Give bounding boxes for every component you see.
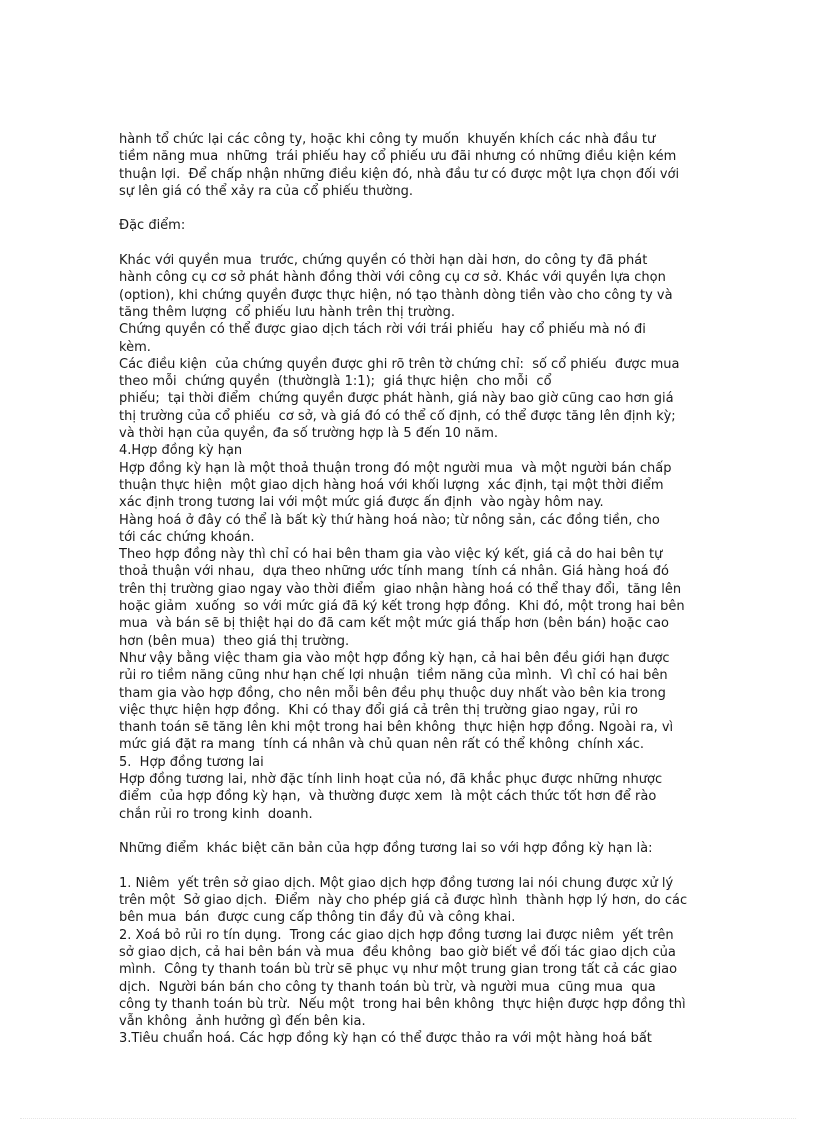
page-footer-divider — [20, 1118, 796, 1119]
text-line: xác định trong tương lai với một mức giá được ấn định vào ngày hôm nay. — [119, 495, 604, 511]
blank-line — [119, 857, 699, 874]
text-line: Hợp đồng kỳ hạn là một thoả thuận trong đó một người mua và một người bán chấp — [119, 460, 672, 476]
text-line: chắn rủi ro trong kinh doanh. — [119, 806, 313, 822]
text-line: điểm của hợp đồng kỳ hạn, và thường được xem là một cách thức tốt hơn để rào — [119, 789, 657, 805]
text-line: tham gia vào hợp đồng, cho nên mỗi bên đều phụ thuộc duy nhất vào bên kia trong — [119, 685, 666, 701]
text-line: hành tổ chức lại các công ty, hoặc khi công ty muốn khuyến khích các nhà đầu tư — [119, 132, 656, 147]
paragraph — [119, 875, 699, 1048]
text-line: Hợp đồng tương lai, nhờ đặc tính linh hoạt của nó, đã khắc phục được những nhược — [119, 771, 663, 787]
text-line: thuận thực hiện một giao dịch hàng hoá với khối lượng xác định, tại một thời điểm — [119, 477, 664, 493]
text-line: tăng thêm lượng cổ phiếu lưu hành trên thị trường. — [119, 304, 455, 320]
text-line: và thời hạn của quyền, đa số trường hợp là 5 đến 10 năm. — [119, 426, 499, 442]
blank-line — [119, 235, 699, 252]
paragraph — [119, 252, 699, 823]
document-page — [119, 131, 699, 1048]
text-line: Đặc điểm: — [119, 218, 186, 234]
text-line: công ty thanh toán bù trừ. Nếu một trong hai bên không thực hiện được hợp đồng thì — [119, 996, 686, 1012]
text-line: thanh toán sẽ tăng lên khi một trong hai bên không thực hiện hợp đồng. Ngoài ra, vì — [119, 720, 674, 736]
text-line: Hàng hoá ở đây có thể là bất kỳ thứ hàng hoá nào; từ nông sản, các đồng tiền, cho — [119, 512, 660, 528]
text-line: rủi ro tiềm năng cũng như hạn chế lợi nhuận tiềm năng của mình. Vì chỉ có hai bên — [119, 668, 668, 684]
text-line: vẫn không ảnh hưởng gì đến bên kia. — [119, 1014, 366, 1030]
text-line: sở giao dịch, cả hai bên bán và mua đều không bao giờ biết về đối tác giao dịch của — [119, 944, 676, 960]
blank-line — [119, 200, 699, 217]
paragraph — [119, 217, 699, 234]
text-line: mức giá đặt ra mang tính cá nhân và chủ quan nên rất có thể không chính xác. — [119, 737, 645, 753]
text-line: mua và bán sẽ bị thiệt hại do đã cam kết một mức giá thấp hơn (bên bán) hoặc cao — [119, 616, 669, 632]
text-line: 3.Tiêu chuẩn hoá. Các hợp đồng kỳ hạn có thể được thảo ra với một hàng hoá bất — [119, 1031, 652, 1047]
text-line: Các điều kiện của chứng quyền được ghi rõ trên tờ chứng chỉ: số cổ phiếu được mua — [119, 356, 680, 372]
text-line: Khác với quyền mua trước, chứng quyền có thời hạn dài hơn, do công ty đã phát — [119, 253, 648, 269]
text-line: việc thực hiện hợp đồng. Khi có thay đổi giá cả trên thị trường giao ngay, rủi ro — [119, 702, 638, 718]
paragraph — [119, 840, 699, 857]
text-line: bên mua bán được cung cấp thông tin đầy đủ và công khai. — [119, 910, 516, 926]
text-line: kèm. — [119, 339, 151, 355]
text-line: sự lên giá có thể xảy ra của cổ phiếu thường. — [119, 183, 414, 199]
text-line: tiềm năng mua những trái phiếu hay cổ phiếu ưu đãi nhưng có những điều kiện kém — [119, 149, 677, 165]
text-line: theo mỗi chứng quyền (thườnglà 1:1); giá thực hiện cho mỗi cổ — [119, 374, 552, 390]
text-line: thuận lợi. Để chấp nhận những điều kiện đó, nhà đầu tư có được một lựa chọn đối với — [119, 166, 680, 182]
text-line: 1. Niêm yết trên sở giao dịch. Một giao dịch hợp đồng tương lai nói chung được xử lý — [119, 875, 674, 891]
text-line: 2. Xoá bỏ rủi ro tín dụng. Trong các giao dịch hợp đồng tương lai được niêm yết trên — [119, 927, 674, 943]
paragraph — [119, 131, 699, 200]
text-line: 4.Hợp đồng kỳ hạn — [119, 443, 243, 459]
text-line: mình. Công ty thanh toán bù trừ sẽ phục vụ như một trung gian trong tất cả các giao — [119, 962, 678, 978]
text-line: dịch. Người bán bán cho công ty thanh toán bù trừ, và người mua cũng mua qua — [119, 979, 656, 995]
text-line: Chứng quyền có thể được giao dịch tách rời với trái phiếu hay cổ phiếu mà nó đi — [119, 322, 646, 338]
blank-line — [119, 823, 699, 840]
text-line: tới các chứng khoán. — [119, 529, 255, 545]
text-line: hơn (bên mua) theo giá thị trường. — [119, 633, 350, 649]
text-line: hoặc giảm xuống so với mức giá đã ký kết trong hợp đồng. Khi đó, một trong hai bên — [119, 599, 685, 615]
text-line: Như vậy bằng việc tham gia vào một hợp đồng kỳ hạn, cả hai bên đều giới hạn được — [119, 650, 670, 666]
text-line: trên thị trường giao ngay vào thời điểm giao nhận hàng hoá có thể thay đổi, tăng lên — [119, 581, 682, 597]
text-line: thị trường của cổ phiếu cơ sở, và giá đó có thể cố định, có thể được tăng lên định kỳ; — [119, 408, 676, 424]
text-line: Những điểm khác biệt căn bản của hợp đồng tương lai so với hợp đồng kỳ hạn là: — [119, 841, 653, 857]
text-line: (option), khi chứng quyền được thực hiện, nó tạo thành dòng tiền vào cho công ty và — [119, 287, 673, 303]
text-line: trên một Sở giao dịch. Điểm này cho phép giá cả được hình thành hợp lý hơn, do các — [119, 893, 688, 909]
text-line: hành công cụ cơ sở phát hành đồng thời với công cụ cơ sở. Khác với quyền lựa chọn — [119, 270, 666, 286]
text-line: Theo hợp đồng này thì chỉ có hai bên tham gia vào việc ký kết, giá cả do hai bên tự — [119, 547, 663, 563]
text-line: 5. Hợp đồng tương lai — [119, 754, 264, 770]
text-line: phiếu; tại thời điểm chứng quyền được phát hành, giá này bao giờ cũng cao hơn giá — [119, 391, 674, 407]
text-line: thoả thuận với nhau, dựa theo những ước tính mang tính cá nhân. Giá hàng hoá đó — [119, 564, 669, 580]
